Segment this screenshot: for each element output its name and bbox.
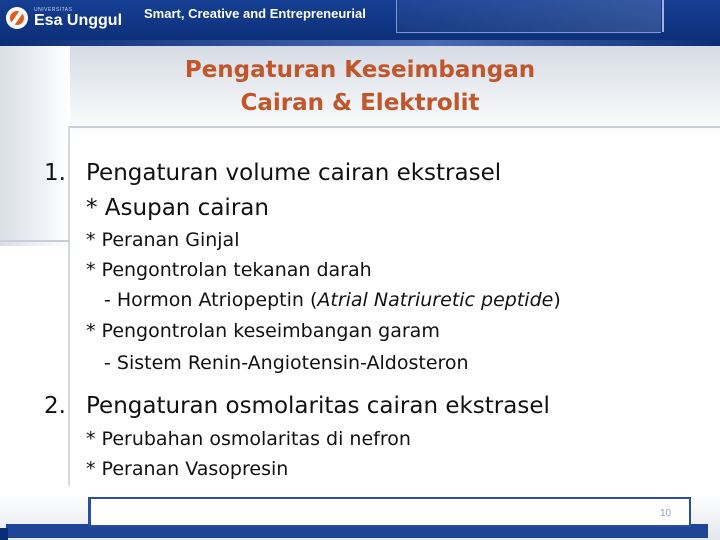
list-item-1-sub-4a: - Sistem Renin-Angiotensin-Aldosteron bbox=[104, 352, 469, 374]
list-item-2-text: Pengaturan osmolaritas cairan ekstrasel bbox=[86, 393, 550, 419]
footer-band-left bbox=[0, 528, 8, 540]
tagline: Smart, Creative and Entrepreneurial bbox=[144, 6, 366, 21]
list-item-1-sub-4: * Pengontrolan keseimbangan garam bbox=[86, 320, 440, 342]
list-item-1-sub-3: * Pengontrolan tekanan darah bbox=[86, 259, 372, 281]
list-number-2: 2. bbox=[44, 393, 66, 419]
list-item-2-sub-1: * Perubahan osmolaritas di nefron bbox=[86, 428, 411, 450]
slide-title-line-2: Cairan & Elektrolit bbox=[240, 90, 480, 116]
list-item-1-sub-3a bbox=[104, 289, 561, 311]
footer-frame bbox=[88, 497, 691, 527]
page-number: 10 bbox=[660, 508, 672, 519]
sub-3a-suffix: ) bbox=[553, 289, 561, 311]
logo-name-text: Esa Unggul bbox=[34, 11, 123, 29]
logo-sub-text: UNIVERSITAS bbox=[34, 6, 73, 13]
list-item-1-sub-1: * Asupan cairan bbox=[86, 195, 269, 221]
list-item-1-text: Pengaturan volume cairan ekstrasel bbox=[86, 160, 502, 186]
list-item-2-sub-2: * Peranan Vasopresin bbox=[86, 458, 289, 480]
list-number-1: 1. bbox=[44, 160, 66, 186]
list-item-1-sub-2: * Peranan Ginjal bbox=[86, 229, 240, 251]
sub-3a-italic: Atrial Natriuretic peptide bbox=[317, 289, 554, 311]
sub-3a-prefix: - Hormon Atriopeptin ( bbox=[104, 289, 318, 311]
slide-title-line-1: Pengaturan Keseimbangan bbox=[184, 57, 536, 83]
